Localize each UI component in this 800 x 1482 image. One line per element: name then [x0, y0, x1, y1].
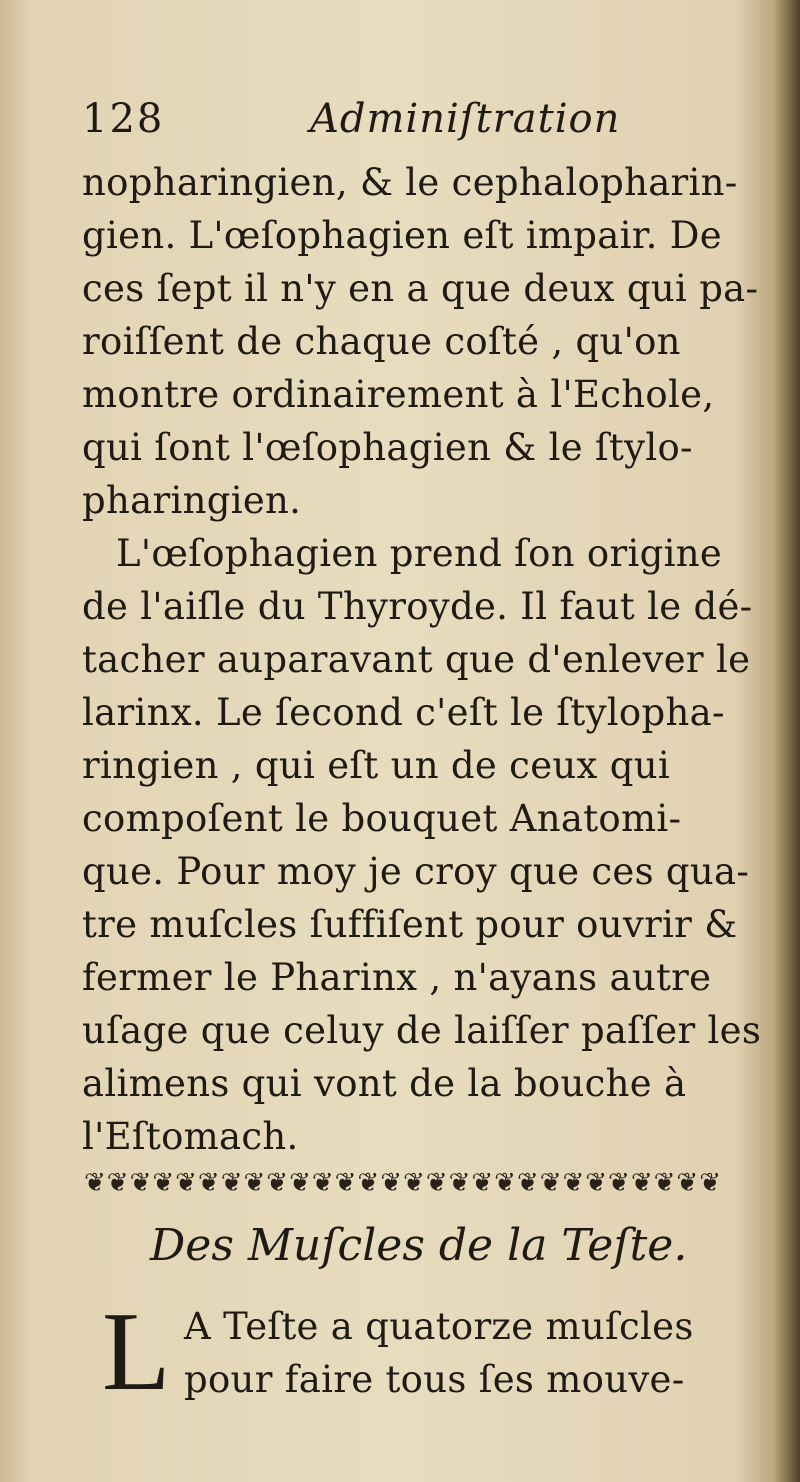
ornamental-divider: ❦❦❦❦❦❦❦❦❦❦❦❦❦❦❦❦❦❦❦❦❦❦❦❦❦❦❦❦: [84, 1168, 722, 1198]
text-line: alimens qui vont de la bouche à: [82, 1062, 687, 1105]
text-line: montre ordinairement à l'Echole,: [82, 373, 715, 416]
text-line: qui ſont l'œſophagien & le ſtylo-: [82, 426, 693, 469]
text-line: l'Eſtomach.: [82, 1115, 299, 1158]
text-line: pharingien.: [82, 479, 302, 522]
text-line: compoſent le bouquet Anatomi-: [82, 797, 682, 840]
text-line: roiſſent de chaque coſté , qu'on: [82, 320, 681, 363]
text-line: tacher auparavant que d'enlever le: [82, 638, 751, 681]
text-line: que. Pour moy je croy que ces qua-: [82, 850, 750, 893]
section-heading: Des Muſcles de la Teſte.: [150, 1220, 688, 1271]
paragraph-first-line: L'œſophagien prend ſon origine: [116, 532, 723, 575]
text-line: nopharingien, & le cephalopharin-: [82, 161, 738, 204]
page-edge-shadow: [774, 0, 800, 1482]
text-line: larinx. Le ſecond c'eſt le ſtylopha-: [82, 691, 725, 734]
text-line: de l'aiſle du Thyroyde. Il faut le dé-: [82, 585, 753, 628]
text-line: ces ſept il n'y en a que deux qui pa-: [82, 267, 759, 310]
body-text: [82, 156, 762, 1163]
text-line: pour faire tous ſes mouve-: [184, 1358, 685, 1401]
page-header: [82, 96, 702, 152]
page-number: 128: [82, 96, 165, 142]
text-line: uſage que celuy de laiſſer paſſer les: [82, 1009, 762, 1052]
text-line: gien. L'œſophagien eſt impair. De: [82, 214, 722, 257]
text-line: ringien , qui eſt un de ceux qui: [82, 744, 670, 787]
running-title: Adminiſtration: [310, 96, 621, 142]
text-line: fermer le Pharinx , n'ayans autre: [82, 956, 712, 999]
text-line: A Teſte a quatorze muſcles: [184, 1305, 694, 1348]
drop-cap: L: [102, 1290, 171, 1414]
section-text: [184, 1300, 764, 1406]
text-line: tre muſcles ſuffiſent pour ouvrir &: [82, 903, 738, 946]
